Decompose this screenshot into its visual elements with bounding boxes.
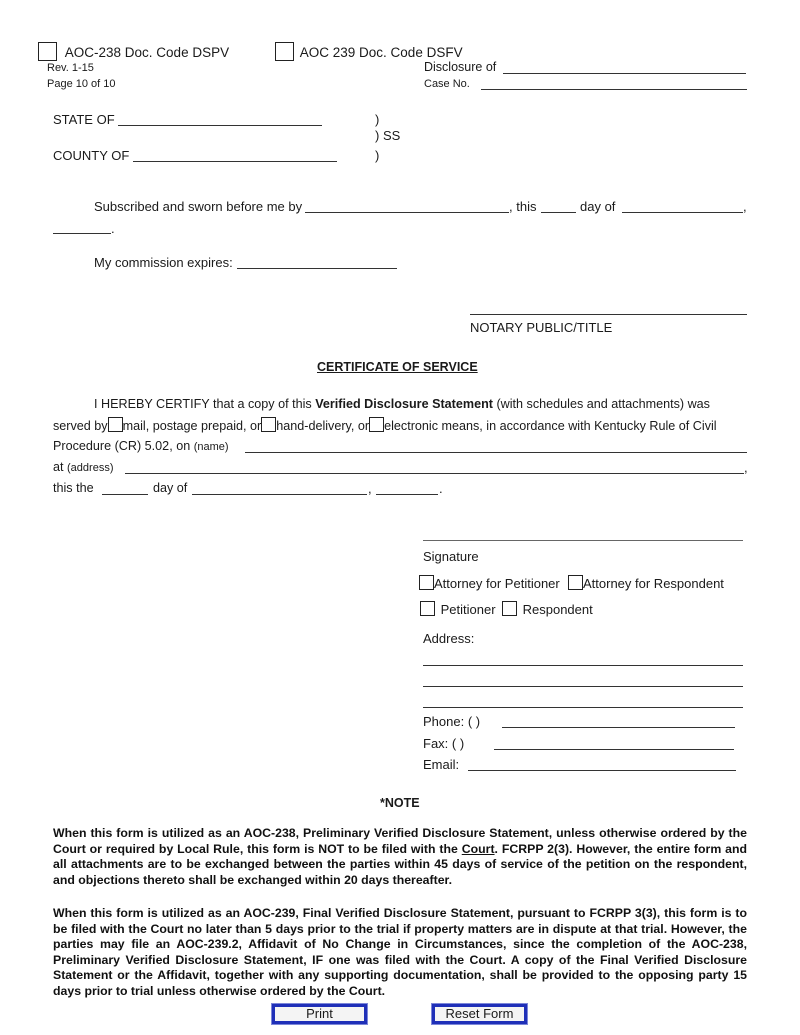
this-label: , this: [509, 199, 537, 214]
phone-field[interactable]: [502, 727, 735, 728]
petitioner-label: Petitioner: [440, 602, 496, 617]
served-name-field[interactable]: [245, 452, 747, 453]
page-number: Page 10 of 10: [47, 78, 116, 90]
service-comma: ,: [368, 481, 372, 496]
address-label: Address:: [423, 631, 475, 646]
electronic-checkbox[interactable]: [369, 417, 384, 432]
respondent-checkbox[interactable]: [502, 601, 517, 616]
form-238-checkbox[interactable]: [38, 42, 57, 61]
attorney-respondent-checkbox[interactable]: [568, 575, 583, 590]
email-label: Email:: [423, 757, 460, 772]
commission-expires-field[interactable]: [237, 268, 397, 269]
venue-paren-1: ): [375, 112, 380, 127]
state-of-field[interactable]: [118, 125, 322, 126]
county-of-field[interactable]: [133, 161, 337, 162]
form-238-label: AOC-238 Doc. Code DSPV: [64, 45, 230, 60]
note-paragraph-2: When this form is utilized as an AOC-239, Final Verified Disclosure Statement, pursuant to FCRPP 3(3), this form is to be filed with the Court no later than 5 days prior to the trial if property matters are in dispute at that trial. However, the parties may file an AOC-239.2, Affidavit of No Change in Circumstances, since the completion of the AOC-238, Preliminary Verified Disclosure Statement, IF one was filed with the Court. A copy of the Final Verified Disclosure Statement or the Affidavit, together with any supporting documentation, shall be provided to the opposing party 15 days prior to trial unless otherwise ordered by the Court.: [53, 906, 747, 998]
jurat-period: .: [111, 221, 115, 236]
certificate-text: (with schedules and attachments) was: [496, 397, 710, 411]
service-day-of-label: day of: [153, 481, 188, 495]
court-underlined: Court: [461, 841, 495, 856]
certificate-line-1: [94, 397, 710, 411]
service-period: .: [439, 481, 443, 496]
commission-label: My commission expires:: [94, 255, 233, 270]
county-of-label: COUNTY OF: [53, 148, 130, 163]
role-petitioner[interactable]: [420, 601, 496, 617]
at-label: at: [53, 460, 64, 474]
certificate-text: I HEREBY CERTIFY that a copy of this: [94, 397, 312, 411]
note-text: When this form is utilized as an AOC-238, Preliminary Verified Disclosure Statement, unless otherwise ordered by the Court or required by Local Rule, this form is NOT to be filed with the: [53, 826, 747, 856]
address-comma: ,: [744, 460, 748, 475]
form-239-label: AOC 239 Doc. Code DSFV: [299, 45, 463, 60]
case-no-label: Case No.: [424, 78, 470, 90]
form-238-option[interactable]: [38, 42, 229, 61]
address-line-1[interactable]: [423, 665, 743, 666]
form-239-option[interactable]: [275, 42, 463, 61]
role-attorney-respondent[interactable]: [568, 575, 724, 591]
form-239-checkbox[interactable]: [275, 42, 294, 61]
state-of-label: STATE OF: [53, 112, 115, 127]
procedure-text: Procedure (CR) 5.02, on: [53, 439, 191, 453]
attorney-respondent-label: Attorney for Respondent: [583, 576, 724, 591]
served-by-label: served by: [53, 419, 108, 433]
served-on-line: [53, 439, 229, 453]
role-respondent[interactable]: [502, 601, 593, 617]
note-title: *NOTE: [380, 796, 420, 810]
print-button[interactable]: Print: [272, 1004, 367, 1024]
hand-delivery-label: hand-delivery, or: [276, 419, 370, 433]
day-of-label: day of: [580, 199, 616, 214]
address-hint: (address): [67, 462, 114, 474]
document-name: Verified Disclosure Statement: [315, 397, 493, 411]
respondent-label: Respondent: [522, 602, 593, 617]
address-line: [53, 460, 113, 474]
petitioner-checkbox[interactable]: [420, 601, 435, 616]
mail-checkbox[interactable]: [108, 417, 123, 432]
address-line-3[interactable]: [423, 707, 743, 708]
jurat-day-field[interactable]: [541, 212, 576, 213]
subscribed-name-field[interactable]: [305, 212, 509, 213]
notary-signature-line[interactable]: [470, 314, 747, 315]
service-year-field[interactable]: [376, 494, 438, 495]
signature-line[interactable]: [423, 540, 743, 541]
fax-label: Fax: ( ): [423, 736, 465, 751]
venue-ss: ) SS: [375, 128, 401, 143]
disclosure-of-label: Disclosure of: [424, 60, 497, 74]
phone-label: Phone: ( ): [423, 714, 481, 729]
revision-text: Rev. 1-15: [47, 62, 94, 74]
served-by-line: [53, 417, 717, 433]
attorney-petitioner-checkbox[interactable]: [419, 575, 434, 590]
attorney-petitioner-label: Attorney for Petitioner: [434, 576, 560, 591]
address-line-2[interactable]: [423, 686, 743, 687]
role-attorney-petitioner[interactable]: [419, 575, 560, 591]
jurat-month-field[interactable]: [622, 212, 743, 213]
service-month-field[interactable]: [192, 494, 367, 495]
served-address-field[interactable]: [125, 473, 744, 474]
venue-paren-2: ): [375, 148, 380, 163]
mail-label: mail, postage prepaid, or: [122, 419, 262, 433]
note-paragraph-1: [53, 826, 747, 888]
jurat-comma: ,: [743, 199, 747, 214]
reset-form-button[interactable]: Reset Form: [432, 1004, 527, 1024]
electronic-label: electronic means, in accordance with Kentucky Rule of Civil: [384, 419, 717, 433]
note-text: . FCRPP 2(3). However, the entire form and all attachments are to be exchanged between the parties within 45 days of service of the petition on the respondent, and objections thereto shall be exchanged within 20 days thereafter.: [53, 841, 748, 887]
certificate-title: CERTIFICATE OF SERVICE: [317, 360, 478, 374]
subscribed-text: Subscribed and sworn before me by: [94, 199, 303, 214]
hand-delivery-checkbox[interactable]: [261, 417, 276, 432]
notary-label: NOTARY PUBLIC/TITLE: [470, 320, 613, 335]
email-field[interactable]: [468, 770, 736, 771]
name-hint: (name): [193, 441, 229, 453]
disclosure-of-field[interactable]: [503, 73, 746, 74]
fax-field[interactable]: [494, 749, 734, 750]
this-the-label: this the: [53, 481, 94, 495]
service-day-field[interactable]: [102, 494, 148, 495]
jurat-year-field[interactable]: [53, 233, 111, 234]
signature-label: Signature: [423, 549, 479, 564]
case-no-field[interactable]: [481, 89, 747, 90]
